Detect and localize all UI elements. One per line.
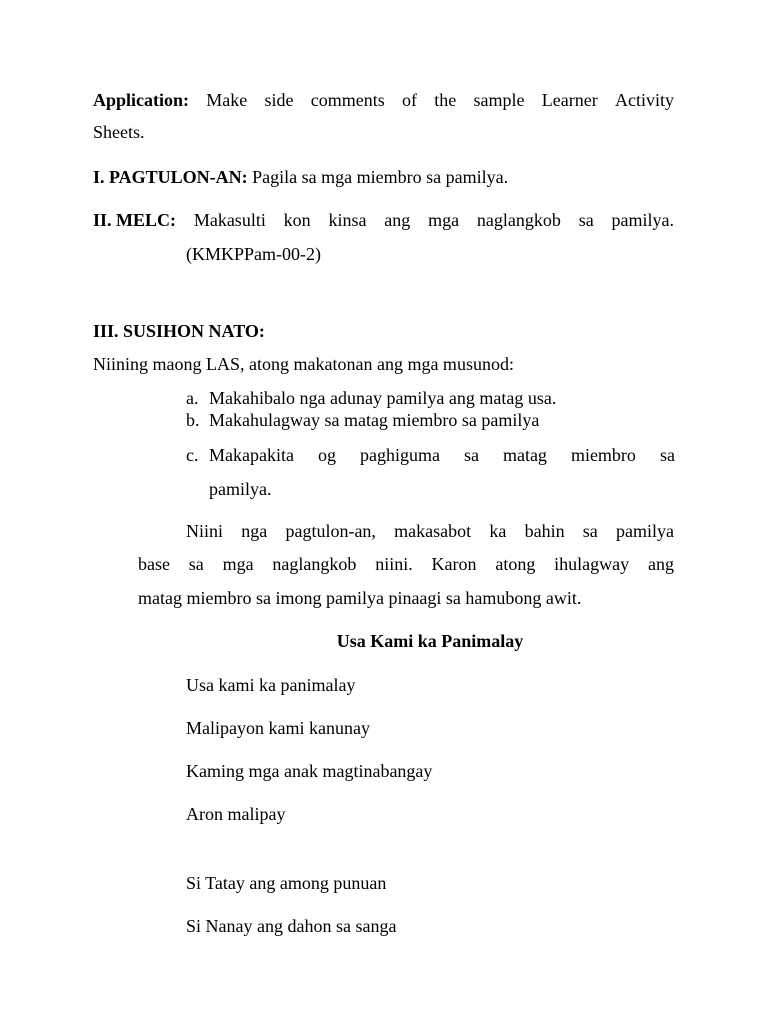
pagtulon-an-label: I. PAGTULON-AN: bbox=[93, 167, 248, 187]
objective-item-c-cont: pamilya. bbox=[209, 479, 272, 499]
word: of bbox=[402, 90, 417, 110]
word: og bbox=[317, 445, 336, 465]
word: atong bbox=[495, 554, 536, 574]
word: Make bbox=[206, 90, 248, 110]
song-line: Usa kami ka panimalay bbox=[186, 675, 356, 695]
list-letter: c. bbox=[186, 445, 199, 465]
word: naglangkob bbox=[272, 554, 357, 574]
susihon-intro: Niining maong LAS, atong makatonan ang mga musunod: bbox=[93, 354, 514, 374]
song-line: Malipayon kami kanunay bbox=[186, 718, 370, 738]
word: pagtulon-an, bbox=[285, 521, 376, 541]
list-item-text: Makahulagway sa matag miembro sa pamilya bbox=[209, 410, 540, 430]
melc-line-1 bbox=[93, 209, 674, 231]
word: pamilya bbox=[616, 521, 674, 541]
word: bahin bbox=[524, 521, 565, 541]
word: comments bbox=[310, 90, 385, 110]
word: sa bbox=[659, 445, 675, 465]
word: ihulagway bbox=[554, 554, 630, 574]
word: sa bbox=[578, 210, 594, 230]
word: Karon bbox=[431, 554, 477, 574]
pagtulon-an-text: Pagila sa mga miembro sa pamilya. bbox=[252, 167, 509, 187]
melc-code: (KMKPPam-00-2) bbox=[186, 244, 321, 264]
word: mga bbox=[428, 210, 460, 230]
word: nga bbox=[241, 521, 268, 541]
song-line: Kaming mga anak magtinabangay bbox=[186, 761, 433, 781]
application-line-2: Sheets. bbox=[93, 122, 145, 142]
paragraph-line-3: matag miembro sa imong pamilya pinaagi sa hamubong awit. bbox=[138, 588, 582, 608]
susihon-heading: III. SUSIHON NATO: bbox=[93, 321, 265, 341]
pagtulon-an-line bbox=[93, 166, 508, 188]
word: kon bbox=[283, 210, 311, 230]
word: miembro bbox=[570, 445, 636, 465]
word: kinsa bbox=[328, 210, 367, 230]
word: pamilya. bbox=[611, 210, 674, 230]
song-title: Usa Kami ka Panimalay bbox=[336, 631, 524, 651]
word: ang bbox=[647, 554, 674, 574]
word: Niini bbox=[186, 521, 224, 541]
word: sa bbox=[463, 445, 479, 465]
word: niini. bbox=[375, 554, 413, 574]
word: naglangkob bbox=[476, 210, 561, 230]
word: base bbox=[138, 554, 170, 574]
list-item-text: Makahibalo nga adunay pamilya ang matag usa. bbox=[209, 388, 557, 408]
word: mga bbox=[222, 554, 254, 574]
word: Makasulti bbox=[193, 210, 266, 230]
word: matag bbox=[502, 445, 547, 465]
word: paghiguma bbox=[359, 445, 440, 465]
application-line-1 bbox=[93, 89, 674, 111]
objective-item-b bbox=[186, 409, 539, 431]
word: sa bbox=[582, 521, 598, 541]
word: the bbox=[434, 90, 457, 110]
paragraph-line-2 bbox=[138, 553, 674, 575]
word: sa bbox=[188, 554, 204, 574]
word: makasabot bbox=[394, 521, 472, 541]
word: Makapakita bbox=[209, 445, 294, 465]
song-line: Si Nanay ang dahon sa sanga bbox=[186, 916, 397, 936]
word: Activity bbox=[614, 90, 674, 110]
melc-label: II. MELC: bbox=[93, 210, 177, 230]
objective-item-a bbox=[186, 387, 556, 409]
word: ka bbox=[489, 521, 507, 541]
objective-item-c bbox=[209, 444, 675, 466]
word: sample bbox=[473, 90, 525, 110]
song-line: Aron malipay bbox=[186, 804, 286, 824]
list-letter: a. bbox=[186, 388, 199, 408]
list-letter: b. bbox=[186, 410, 200, 430]
word: side bbox=[264, 90, 294, 110]
word: Learner bbox=[541, 90, 598, 110]
word: ang bbox=[384, 210, 411, 230]
application-label: Application: bbox=[93, 90, 190, 110]
paragraph-line-1 bbox=[186, 520, 674, 542]
song-line: Si Tatay ang among punuan bbox=[186, 873, 387, 893]
